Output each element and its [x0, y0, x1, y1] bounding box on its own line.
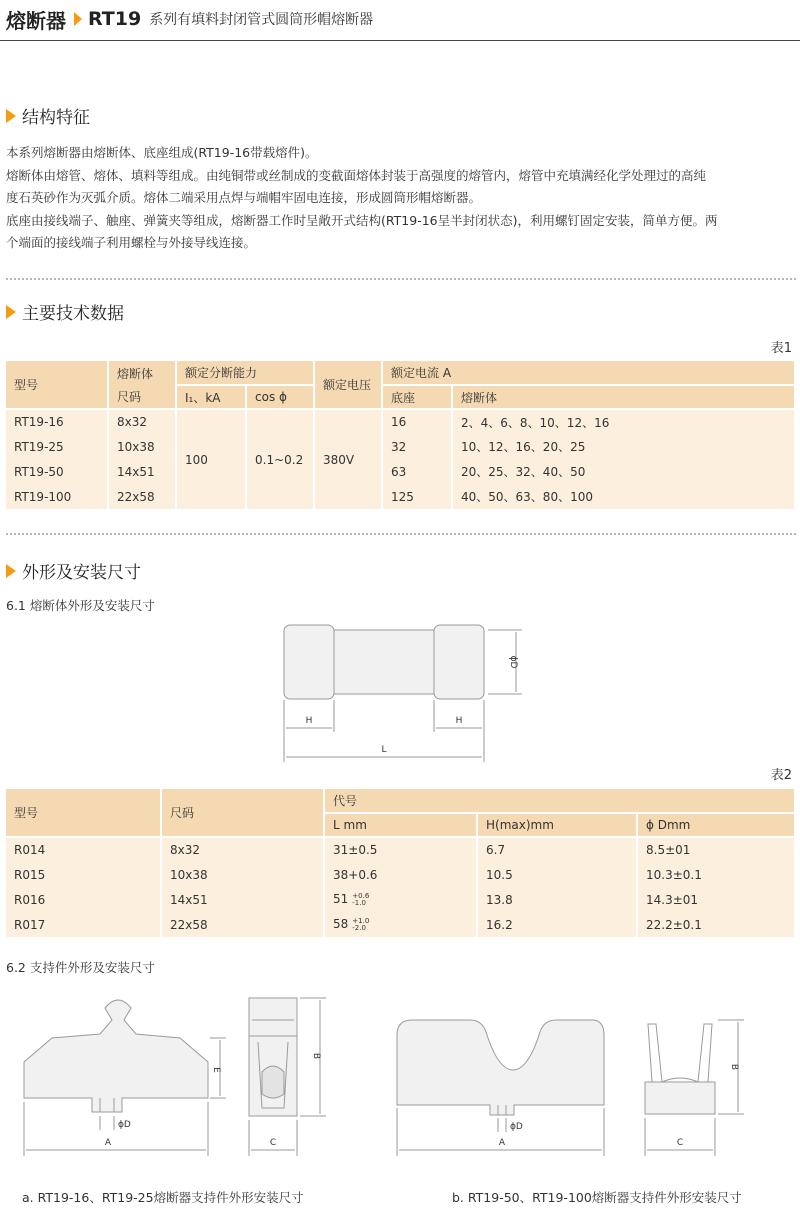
- th-h: H(max)mm: [477, 813, 637, 837]
- holder-a-dim-c: C: [269, 1138, 277, 1148]
- cell-voltage-merged: 380V: [314, 409, 382, 509]
- table-row: [6, 837, 794, 862]
- tech-data-table: [6, 361, 794, 509]
- dim-h-right-label: H: [455, 716, 463, 726]
- tolerance-upper: +0.6: [352, 891, 370, 900]
- dotted-divider: [6, 533, 796, 535]
- cell-l: [324, 912, 477, 937]
- brand-title: 熔断器: [6, 8, 66, 33]
- cell-fuse: 10、12、16、20、25: [452, 434, 794, 459]
- section-arrow-icon: [6, 305, 16, 319]
- cell-model: R016: [6, 887, 161, 912]
- cell-l-value: 31±0.5: [333, 843, 378, 857]
- page-subtitle: 系列有填料封闭管式圆筒形帽熔断器: [149, 12, 374, 28]
- cell-fuse: 20、25、32、40、50: [452, 459, 794, 484]
- cell-l: [324, 837, 477, 862]
- cell-size: 14x51: [161, 887, 324, 912]
- th-d: ϕ Dmm: [637, 813, 794, 837]
- th-current: 额定电流 A: [382, 361, 794, 385]
- th-model: 型号: [6, 789, 161, 837]
- cell-l-value: 38+0.6: [333, 867, 378, 882]
- dimensions-table: [6, 789, 794, 937]
- table-2-label: 表2: [770, 768, 792, 783]
- cell-h: 10.5: [477, 862, 637, 887]
- table-row: [6, 887, 794, 912]
- dotted-divider: [6, 278, 796, 280]
- cell-size: 22x58: [108, 484, 176, 509]
- paragraph-line: 个端面的接线端子利用螺栓与外接导线连接。: [6, 235, 257, 250]
- paragraph-line: 本系列熔断器由熔断体、底座组成(RT19-16带载熔件)。: [6, 145, 318, 160]
- cell-model: R017: [6, 912, 161, 937]
- cell-model: RT19-50: [6, 459, 108, 484]
- cell-model: R015: [6, 862, 161, 887]
- th-size: 尺码: [161, 789, 324, 837]
- cell-l-value: 58: [333, 917, 349, 932]
- holder-drawings: [0, 990, 800, 1170]
- holder-a-dim-d: ϕD: [118, 1120, 131, 1130]
- th-model: 型号: [6, 361, 108, 409]
- dim-d-label: ϕD: [508, 655, 518, 669]
- paragraph-line: 度石英砂作为灭弧介质。熔体二端采用点焊与端帽牢固电连接，形成圆筒形帽熔断器。: [6, 190, 482, 205]
- cell-base: 63: [382, 459, 452, 484]
- cell-base: 16: [382, 409, 452, 434]
- fuse-body-drawing: [0, 600, 800, 770]
- cell-model: RT19-25: [6, 434, 108, 459]
- th-l: L mm: [324, 813, 477, 837]
- holder-a-dim-a: A: [104, 1138, 112, 1148]
- cell-h: 13.8: [477, 887, 637, 912]
- cell-h: 16.2: [477, 912, 637, 937]
- subsection-6-1: 6.1 熔断体外形及安装尺寸: [6, 598, 155, 613]
- structure-paragraph: [6, 142, 796, 255]
- th-fuse-body: 熔断体: [108, 361, 176, 385]
- th-voltage: 额定电压: [314, 361, 382, 409]
- cell-base: 32: [382, 434, 452, 459]
- cell-base: 125: [382, 484, 452, 509]
- header-arrow-icon: [74, 12, 82, 26]
- tolerance-lower: -1.0: [352, 898, 366, 907]
- caption-a: a. RT19-16、RT19-25熔断器支持件外形安装尺寸: [22, 1190, 304, 1205]
- section-structure-heading: [6, 103, 90, 128]
- holder-a-dim-e: E: [211, 1067, 221, 1073]
- holder-b-dim-d: ϕD: [510, 1122, 523, 1132]
- table-row: [6, 862, 794, 887]
- model-title: RT19: [88, 8, 142, 30]
- th-base: 底座: [382, 385, 452, 409]
- tolerance-lower: -2.0: [352, 923, 366, 932]
- section-title: 主要技术数据: [22, 304, 124, 324]
- cell-d: 14.3±01: [637, 887, 794, 912]
- th-size: 尺码: [108, 385, 176, 409]
- section-arrow-icon: [6, 564, 16, 578]
- section-arrow-icon: [6, 109, 16, 123]
- table-row: [6, 409, 794, 434]
- th-breaking: 额定分断能力: [176, 361, 314, 385]
- cell-d: 8.5±01: [637, 837, 794, 862]
- table-row: [6, 459, 794, 484]
- cell-i1-merged: 100: [176, 409, 246, 509]
- section-dims-heading: [6, 558, 141, 583]
- section-tech-heading: [6, 299, 124, 324]
- header-divider: [0, 40, 800, 41]
- cell-model: RT19-100: [6, 484, 108, 509]
- caption-b: b. RT19-50、RT19-100熔断器支持件外形安装尺寸: [452, 1190, 742, 1205]
- tolerance-upper: +1.0: [352, 916, 370, 925]
- th-cos: cos ϕ: [246, 385, 314, 409]
- cell-fuse: 2、4、6、8、10、12、16: [452, 409, 794, 434]
- cell-size: 8x32: [161, 837, 324, 862]
- th-i1: I₁、kA: [176, 385, 246, 409]
- paragraph-line: 熔断体由熔管、熔体、填料等组成。由纯铜带或丝制成的变截面熔体封装于高强度的熔管内，熔管中充填满经化学处理过的高纯: [6, 167, 707, 183]
- cell-cos-merged: 0.1~0.2: [246, 409, 314, 509]
- page-header: [6, 4, 373, 34]
- section-title: 外形及安装尺寸: [22, 563, 141, 583]
- holder-a-dim-b: B: [311, 1052, 321, 1060]
- holder-b-dim-a: A: [498, 1138, 506, 1148]
- section-title: 结构特征: [22, 108, 90, 128]
- cell-l-value: 51: [333, 892, 349, 907]
- cell-size: 22x58: [161, 912, 324, 937]
- holder-b-dim-b: B: [729, 1063, 739, 1071]
- table-1-label: 表1: [770, 341, 792, 356]
- dim-h-left-label: H: [305, 716, 313, 726]
- cell-model: R014: [6, 837, 161, 862]
- subsection-6-2: 6.2 支持件外形及安装尺寸: [6, 960, 155, 975]
- cell-fuse: 40、50、63、80、100: [452, 484, 794, 509]
- cell-model: RT19-16: [6, 409, 108, 434]
- table-row: [6, 484, 794, 509]
- table-row: [6, 434, 794, 459]
- table-row: [6, 912, 794, 937]
- cell-l: [324, 862, 477, 887]
- th-fuse: 熔断体: [452, 385, 794, 409]
- tolerance: [352, 918, 369, 932]
- th-code: 代号: [324, 789, 794, 813]
- cell-size: 8x32: [108, 409, 176, 434]
- dim-l-label: L: [381, 745, 387, 755]
- cell-l: [324, 887, 477, 912]
- paragraph-line: 底座由接线端子、触座、弹簧夹等组成，熔断器工作时呈敞开式结构(RT19-16呈半封闭状态)，利用螺钉固定安装，简单方便。两: [6, 212, 718, 228]
- cell-size: 10x38: [161, 862, 324, 887]
- cell-d: 10.3±0.1: [637, 862, 794, 887]
- cell-h: 6.7: [477, 837, 637, 862]
- cell-size: 14x51: [108, 459, 176, 484]
- cell-size: 10x38: [108, 434, 176, 459]
- cell-d: 22.2±0.1: [637, 912, 794, 937]
- tolerance: [352, 893, 369, 907]
- holder-b-dim-c: C: [676, 1138, 684, 1148]
